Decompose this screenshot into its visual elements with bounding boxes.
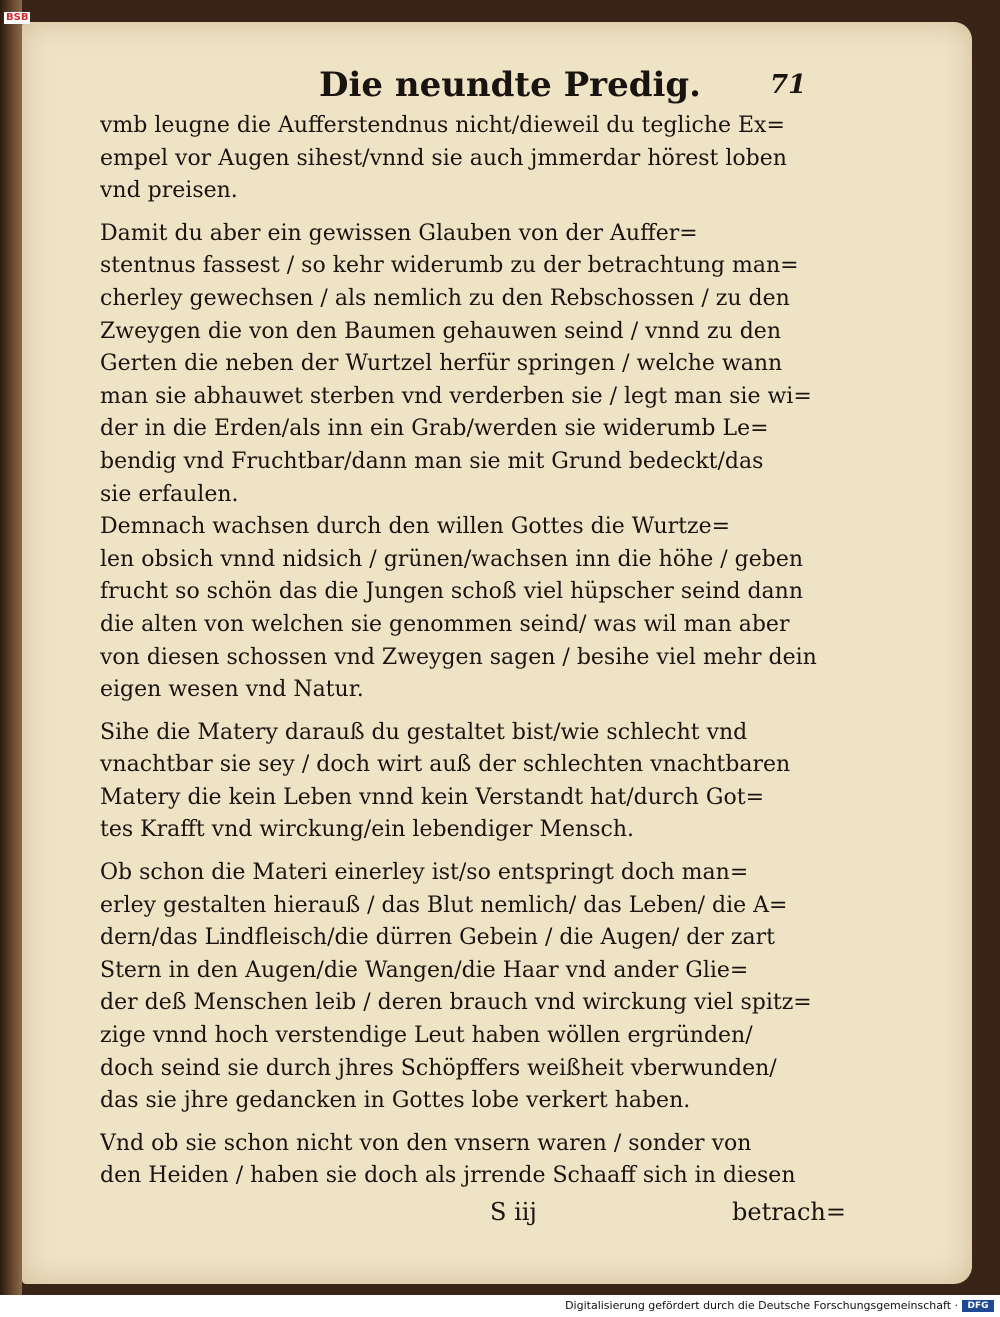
text-line: Matery die kein Leben vnnd kein Verstandt hat/durch Got= bbox=[100, 784, 765, 810]
page-title: Die neundte Predig. bbox=[318, 65, 702, 105]
text-line: Stern in den Augen/die Wangen/die Haar vnd ander Glie= bbox=[100, 957, 749, 983]
text-line: vnd preisen. bbox=[100, 178, 238, 204]
text-line: der in die Erden/als inn ein Grab/werden sie widerumb Le= bbox=[100, 416, 769, 442]
text-line: len obsich vnnd nidsich / grünen/wachsen inn die höhe / geben bbox=[100, 546, 804, 572]
text-line: sie erfaulen. bbox=[100, 481, 239, 507]
text-line: der deß Menschen leib / deren brauch vnd wirckung viel spitz= bbox=[100, 990, 812, 1016]
text-line: doch seind sie durch jhres Schöpffers weißheit vberwunden/ bbox=[100, 1055, 777, 1081]
text-line: Demnach wachsen durch den willen Gottes die Wurtze= bbox=[100, 514, 731, 540]
bsb-logo: BSB bbox=[6, 12, 29, 23]
funding-bar bbox=[0, 1297, 1000, 1317]
text-line: von diesen schossen vnd Zweygen sagen / besihe viel mehr dein bbox=[100, 644, 817, 670]
text-line: das sie jhre gedancken in Gottes lobe verkert haben. bbox=[100, 1088, 691, 1114]
text-line: stentnus fassest / so kehr widerumb zu der betrachtung man= bbox=[100, 253, 799, 279]
funding-notice: Digitalisierung gefördert durch die Deutsche Forschungsgemeinschaft · bbox=[565, 1299, 958, 1312]
text-line: Vnd ob sie schon nicht von den vnsern waren / sonder von bbox=[100, 1130, 752, 1156]
text-line: vmb leugne die Aufferstendnus nicht/dieweil du tegliche Ex= bbox=[100, 113, 785, 138]
catchword: betrach= bbox=[732, 1198, 846, 1226]
text-line: bendig vnd Fruchtbar/dann man sie mit Grund bedeckt/das bbox=[100, 448, 764, 474]
text-line: Damit du aber ein gewissen Glauben von der Auffer= bbox=[100, 220, 698, 246]
text-line: cherley gewechsen / als nemlich zu den Rebschossen / zu den bbox=[100, 285, 790, 311]
book-binding-edge bbox=[0, 0, 22, 1295]
paragraph-gap bbox=[100, 847, 830, 857]
text-line: empel vor Augen sihest/vnnd sie auch jmmerdar hörest loben bbox=[100, 145, 787, 171]
text-line: dern/das Lindfleisch/die dürren Gebein / die Augen/ der zart bbox=[100, 925, 775, 951]
text-line: man sie abhauwet sterben vnd verderben sie / legt man sie wi= bbox=[100, 383, 812, 409]
text-line: erley gestalten hierauß / das Blut nemlich/ das Leben/ die A= bbox=[100, 892, 788, 918]
text-line: zige vnnd hoch verstendige Leut haben wöllen ergründen/ bbox=[100, 1023, 753, 1049]
text-line: vnachtbar sie sey / doch wirt auß der schlechten vnachtbaren bbox=[100, 752, 791, 778]
paragraph-gap bbox=[100, 208, 830, 218]
text-line: eigen wesen vnd Natur. bbox=[100, 677, 364, 703]
paragraph-gap bbox=[100, 1118, 830, 1128]
text-line: den Heiden / haben sie doch als jrrende Schaaff sich in diesen bbox=[100, 1163, 796, 1189]
text-line: Zweygen die von den Baumen gehauwen seind / vnnd zu den bbox=[100, 318, 781, 344]
text-line: tes Krafft vnd wirckung/ein lebendiger Mensch. bbox=[100, 817, 634, 843]
text-line: die alten von welchen sie genommen seind/ was wil man aber bbox=[100, 611, 790, 637]
text-line: Ob schon die Materi einerley ist/so entspringt doch man= bbox=[100, 860, 749, 886]
paragraph-gap bbox=[100, 707, 830, 717]
text-line: frucht so schön das die Jungen schoß viel hüpscher seind dann bbox=[100, 579, 803, 605]
text-body bbox=[100, 110, 830, 1193]
page-number: 71 bbox=[770, 70, 807, 100]
dfg-logo: DFG bbox=[962, 1300, 994, 1312]
text-line: Sihe die Matery darauß du gestaltet bist/wie schlecht vnd bbox=[100, 719, 748, 745]
running-head bbox=[0, 60, 1000, 110]
text-line: Gerten die neben der Wurtzel herfür springen / welche wann bbox=[100, 351, 783, 377]
signature-mark: S iij bbox=[490, 1198, 537, 1226]
